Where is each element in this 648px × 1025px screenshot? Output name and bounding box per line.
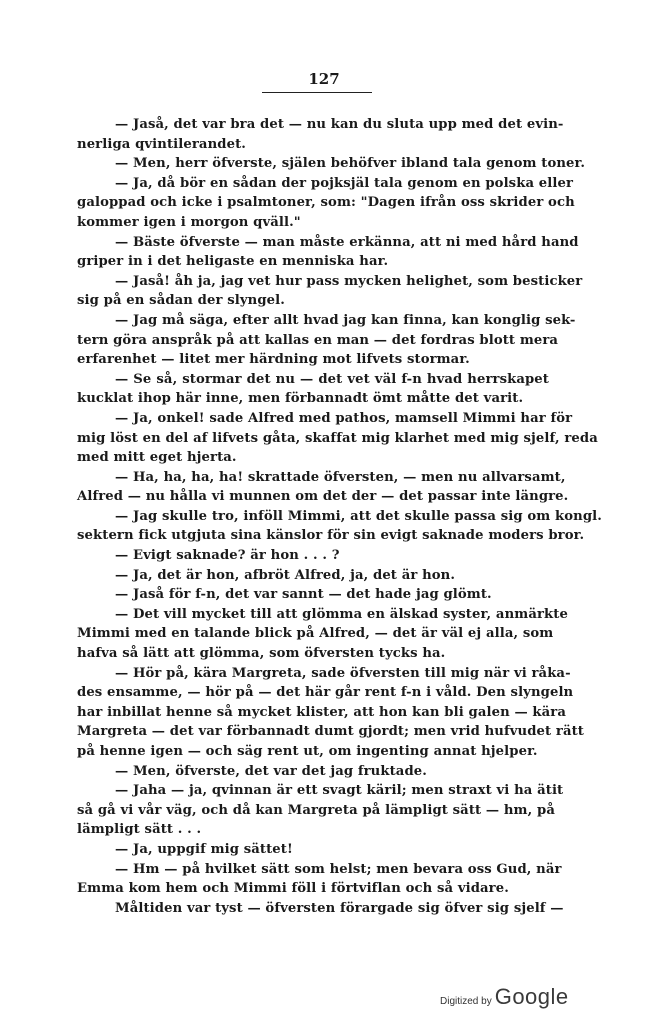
- text-line: — Bäste öfverste — man måste erkänna, att ni med hård hand: [115, 234, 579, 250]
- text-line: — Hör på, kära Margreta, sade öfversten till mig när vi råka-: [115, 665, 571, 681]
- text-line: erfarenhet — litet mer härdning mot lifvets stormar.: [77, 352, 470, 368]
- digitization-attribution: [440, 984, 569, 1010]
- page-number: 127: [308, 70, 340, 88]
- text-line: mig löst en del af lifvets gåta, skaffat mig klarhet med mig sjelf, reda: [77, 430, 598, 446]
- text-line: har inbillat henne så mycket klister, att hon kan bli galen — kära: [77, 704, 567, 720]
- google-logo: Google: [494, 984, 569, 1009]
- page-number-rule: [262, 92, 372, 93]
- text-line: kucklat ihop här inne, men förbannadt ömt måtte det varit.: [77, 391, 524, 407]
- text-line: hafva så lätt att glömma, som öfversten tycks ha.: [77, 646, 446, 662]
- text-line: griper in i det heligaste en menniska har.: [77, 254, 389, 270]
- text-line: — Men, öfverste, det var det jag fruktade.: [115, 763, 427, 779]
- text-line: sig på en sådan der slyngel.: [77, 293, 285, 309]
- text-line: — Hm — på hvilket sätt som helst; men bevara oss Gud, när: [115, 861, 562, 877]
- text-line: — Ja, onkel! sade Alfred med pathos, mamsell Mimmi har för: [115, 410, 573, 426]
- text-line: Mimmi med en talande blick på Alfred, — det är väl ej alla, som: [77, 626, 554, 642]
- text-line: så gå vi vår väg, och då kan Margreta på lämpligt sätt — hm, på: [77, 802, 555, 818]
- text-line: lämpligt sätt . . .: [77, 822, 202, 838]
- text-line: — Jag skulle tro, inföll Mimmi, att det skulle passa sig om kongl.: [115, 508, 602, 524]
- text-line: — Det vill mycket till att glömma en älskad syster, anmärkte: [115, 606, 568, 622]
- text-line: med mitt eget hjerta.: [77, 450, 237, 466]
- text-line: — Jaså för f-n, det var sannt — det hade jag glömt.: [115, 587, 492, 603]
- text-line: — Jaså! åh ja, jag vet hur pass mycken helighet, som besticker: [115, 273, 583, 289]
- text-line: — Jaha — ja, qvinnan är ett svagt käril; men straxt vi ha ätit: [115, 783, 564, 799]
- text-line: nerliga qvintilerandet.: [77, 136, 246, 152]
- text-line: des ensamme, — hör på — det här går rent f-n i våld. Den slyngeln: [77, 685, 574, 701]
- text-line: kommer igen i morgon qväll.": [77, 214, 301, 230]
- text-line: — Jaså, det var bra det — nu kan du sluta upp med det evin-: [115, 117, 564, 132]
- text-line: på henne igen — och säg rent ut, om ingenting annat hjelper.: [77, 744, 538, 759]
- text-line: sektern fick utgjuta sina känslor för sin evigt saknade moders bror.: [77, 528, 585, 544]
- text-line: Emma kom hem och Mimmi föll i förtviflan och så vidare.: [77, 881, 509, 897]
- text-line: — Jag må säga, efter allt hvad jag kan finna, kan konglig sek-: [115, 312, 576, 328]
- text-line: — Men, herr öfverste, själen behöfver ibland tala genom toner.: [115, 156, 586, 172]
- text-line: — Se så, stormar det nu — det vet väl f-n hvad herrskapet: [115, 371, 549, 387]
- text-line: — Ha, ha, ha, ha! skrattade öfversten, — men nu allvarsamt,: [115, 469, 566, 485]
- text-line: — Evigt saknade? är hon . . . ?: [115, 548, 340, 564]
- attribution-prefix: Digitized by: [440, 996, 492, 1007]
- text-line: tern göra anspråk på att kallas en man — det fordras blott mera: [77, 332, 559, 348]
- text-line: — Ja, uppgif mig sättet!: [115, 841, 293, 857]
- body-text: [77, 115, 602, 918]
- text-line: Margreta — det var förbannadt dumt gjordt; men vrid hufvudet rätt: [77, 724, 584, 740]
- text-line: — Ja, det är hon, afbröt Alfred, ja, det är hon.: [115, 567, 456, 583]
- text-line: Alfred — nu hålla vi munnen om det der — det passar inte längre.: [77, 489, 569, 505]
- text-line: — Ja, då bör en sådan der pojksjäl tala genom en polska eller: [115, 175, 574, 191]
- text-line: Måltiden var tyst — öfversten förargade sig öfver sig sjelf —: [115, 900, 564, 916]
- text-line: galoppad och icke i psalmtoner, som: "Dagen ifrån oss skrider och: [77, 195, 575, 211]
